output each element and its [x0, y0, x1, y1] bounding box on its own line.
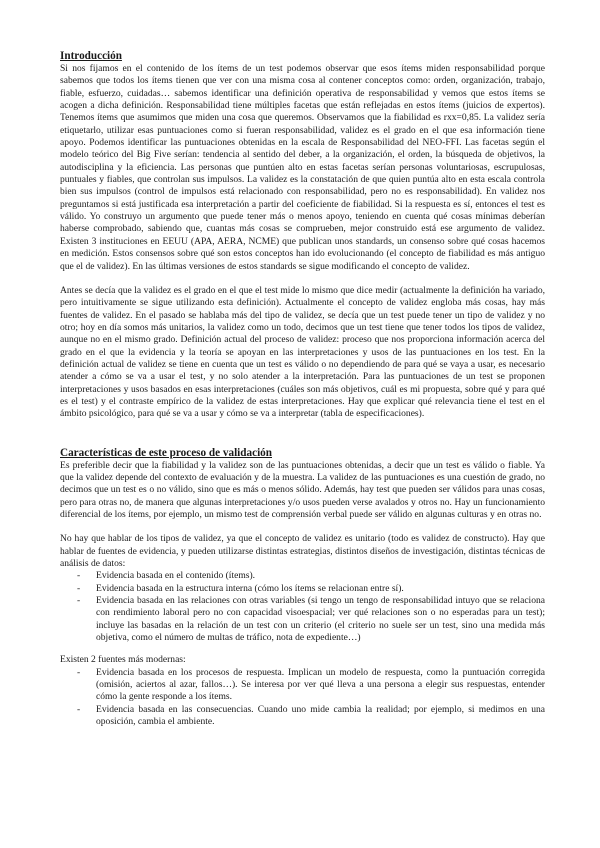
- section-title-introduccion: Introducción: [60, 50, 122, 62]
- list-item: - Evidencia basada en el contenido (ítems).: [60, 570, 545, 582]
- evidence-list: [60, 570, 545, 644]
- paragraph-caracteristicas-1: Es preferible decir que la fiabilidad y la validez son de las puntuaciones obtenidas, a decir que un test es válido o fiable. Ya que la validez depende del contexto de evaluación y de la muestra. La validez de las puntuaciones es una cuestión de grado, no decimos que un test es o no válido, sino que es más o menos sólido. Además, hay test que pueden ser válidos para unas cosas, pero para otras no, de manera que algunas interpretaciones y/o usos pueden verse avalados y otros no. Hay un funcionamiento diferencial de los ítems, por ejemplo, un mismo test de comprensión verbal puede ser válido en algunas culturas y en otras no.: [60, 459, 545, 520]
- paragraph-caracteristicas-2: No hay que hablar de los tipos de validez, ya que el concepto de validez es unitario (todo es validez de constructo). Hay que hablar de fuentes de evidencia, y pueden utilizarse distintas estrategias, distintos diseños de investigación, distintas técnicas de análisis de datos:: [60, 533, 545, 570]
- modern-evidence-list: [60, 667, 545, 729]
- list-item: - Evidencia basada en las relaciones con otras variables (si tengo un tengo de responsabilidad intuyo que se relaciona con rendimiento laboral pero no con capacidad visoespacial; ver qué relaciones son o no esperadas para un test); incluye las basadas en la relación de un test con un criterio (el criterio no suele ser un test, sino una medida más objetiva, como el número de multas de tráfico, nota de expediente…): [60, 595, 545, 644]
- paragraph-intro-2: Antes se decía que la validez es el grado en el que el test mide lo mismo que dice medir (actualmente la definición ha variado, pero intuitivamente se sigue utilizando esta definición). Actualmente el concepto de validez engloba más cosas, hay más fuentes de validez. En el pasado se hablaba más del tipo de validez, se decía que un test puede tener un tipo de validez y no otro; hoy en día somos más unitarios, la validez como un todo, decimos que un test tiene que tener todos los tipos de validez, aunque no en el mismo grado. Definición actual del proceso de validez: proceso que nos proporciona información acerca del grado en el que la evidencia y la teoría se apoyan en las interpretaciones y usos de las puntuaciones en los test. En la definición actual de validez se tiene en cuenta que un test es válido o no dependiendo de para qué se vaya a usar, es necesario atender a cómo se va a usar el test, y no solo atender a la interpretación. Para las puntuaciones de un test se proponen interpretaciones y usos basados en esas interpretaciones (cuáles son más objetivos, cuál es mi propuesta, sobre qué y para qué es el test) y el contraste empírico de la validez de estas interpretaciones. Hay que explicar qué relevancia tiene el test en el ámbito psicológico, para qué se va a usar y cómo se va a interpretar (tabla de especificaciones).: [60, 284, 545, 420]
- document-page: [60, 50, 545, 729]
- list-item: - Evidencia basada en la estructura interna (cómo los ítems se relacionan entre sí).: [60, 583, 545, 595]
- list-item: - Evidencia basada en las consecuencias. Cuando uno mide cambia la realidad; por ejemplo, si medimos en una oposición, cambia el ambiente.: [60, 704, 545, 729]
- paragraph-intro-1: Si nos fijamos en el contenido de los ítems de un test podemos observar que esos ítems miden responsabilidad porque sabemos que todos los ítems tienen que ver con una misma cosa al contener conceptos como: orden, organización, trabajo, fiable, esfuerzo, cuidadas… sabemos identificar una definición operativa de responsabilidad y vemos que estos ítems se acogen a dicha definición. Responsabilidad tiene múltiples facetas que están reflejadas en estos ítems (juicios de expertos). Tenemos ítems que asumimos que miden una cosa que queremos. Observamos que la fiabilidad es rxx=0,85. La validez sería etiquetarlo, utilizar esas puntuaciones como si fueran responsabilidad, validez es el grado en el que esa información tiene apoyo. Podemos identificar las puntuaciones obtenidas en la escala de Responsabilidad del NEO-FFI. Las facetas según el modelo teórico del Big Five serían: tendencia al sentido del deber, a la organización, el orden, la búsqueda de objetivos, la autodisciplina y la eficiencia. Las personas que puntúen alto en estas facetas serían personas voluntariosas, escrupulosas, puntuales y fiables, que controlan sus impulsos. La validez es la constatación de que quien puntúa alto en esta escala controla bien sus impulsos (control de impulsos está relacionado con responsabilidad, pero no es responsabilidad). En validez nos preguntamos si está justificada esa interpretación a partir del coeficiente de fiabilidad. Si la respuesta es sí, entonces el test es válido. Yo construyo un argumento que puede tener más o menos apoyo, teniendo en cuenta qué cosas mínimas deberían haberse comprobado, sabiendo que, cuantas más cosas se comprueben, mejor construido está ese argumento de validez. Existen 3 instituciones en EEUU (APA, AERA, NCME) que publican unos standards, un consenso sobre qué cosas hacemos en medición. Estos consensos sobre qué son estos conceptos han ido evolucionando (el concepto de fiabilidad es más antiguo que el de validez). En las últimas versiones de estos standards se sigue modificando el concepto de validez.: [60, 63, 545, 272]
- section-title-caracteristicas: Características de este proceso de validación: [60, 446, 272, 459]
- list-item: - Evidencia basada en los procesos de respuesta. Implican un modelo de respuesta, como la puntuación corregida (omisión, aciertos al azar, fallos…). Se interesa por ver qué lleva a una persona a elegir sus respuestas, entender cómo la gente responde a los ítems.: [60, 667, 545, 704]
- paragraph-modern-sources: Existen 2 fuentes más modernas:: [60, 654, 186, 666]
